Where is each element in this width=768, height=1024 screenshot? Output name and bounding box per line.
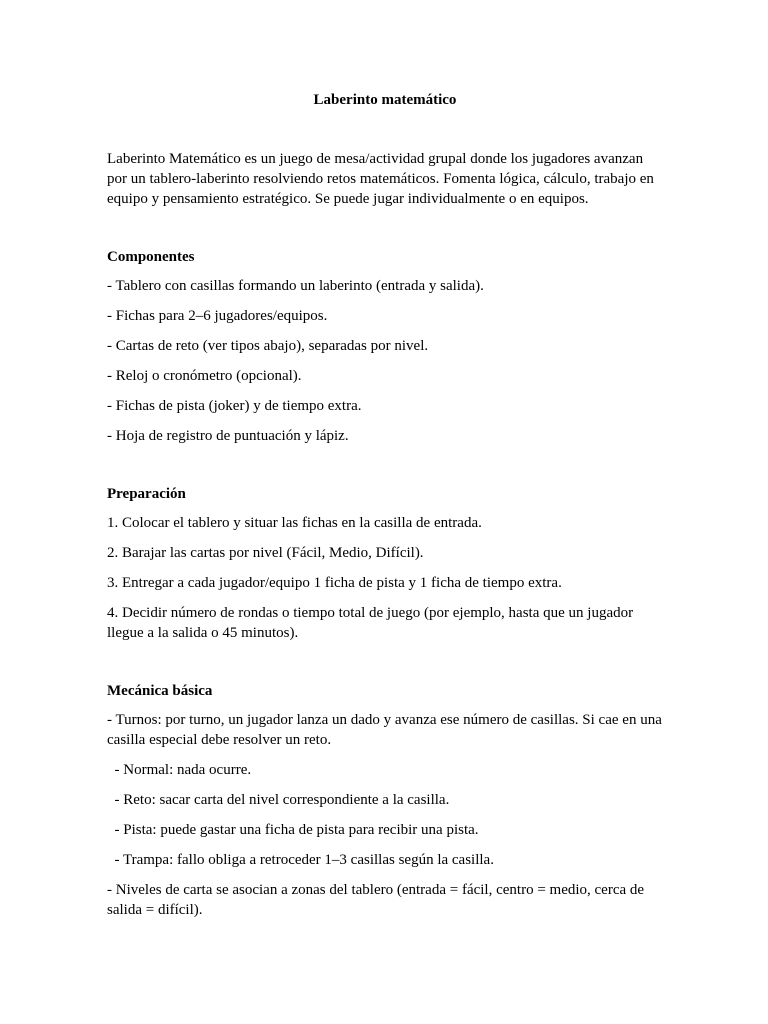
list-item: - Niveles de carta se asocian a zonas del tablero (entrada = fácil, centro = medio, cerca de salida = difícil).: [107, 882, 645, 918]
list-item: 3. Entregar a cada jugador/equipo 1 ficha de pista y 1 ficha de tiempo extra.: [107, 575, 562, 591]
list-item: - Tablero con casillas formando un laberinto (entrada y salida).: [107, 278, 484, 294]
list-item: - Hoja de registro de puntuación y lápiz.: [107, 428, 349, 444]
list-item: 1. Colocar el tablero y situar las fichas en la casilla de entrada.: [107, 515, 482, 531]
list-item: - Normal: nada ocurre.: [107, 762, 252, 778]
list-item: - Turnos: por turno, un jugador lanza un dado y avanza ese número de casillas. Si cae en una casilla especial debe resolver un reto.: [107, 712, 662, 748]
list-item: - Trampa: fallo obliga a retroceder 1–3 casillas según la casilla.: [107, 852, 494, 868]
list-item: - Cartas de reto (ver tipos abajo), separadas por nivel.: [107, 338, 429, 354]
list-item: - Reloj o cronómetro (opcional).: [107, 368, 302, 384]
document-page: [107, 90, 663, 920]
heading-mecanica-basica: Mecánica básica: [107, 683, 213, 699]
heading-preparacion: Preparación: [107, 486, 186, 502]
list-item: - Fichas para 2–6 jugadores/equipos.: [107, 308, 328, 324]
intro-paragraph: Laberinto Matemático es un juego de mesa/actividad grupal donde los jugadores avanzan por un tablero-laberinto resolviendo retos matemáticos. Fomenta lógica, cálculo, trabajo en equipo y pensamiento estratégico. Se puede jugar individualmente o en equipos.: [107, 151, 654, 207]
document-title: Laberinto matemático: [313, 92, 457, 108]
list-item: - Pista: puede gastar una ficha de pista para recibir una pista.: [107, 822, 479, 838]
heading-componentes: Componentes: [107, 249, 195, 265]
list-item: - Fichas de pista (joker) y de tiempo extra.: [107, 398, 362, 414]
list-item: - Reto: sacar carta del nivel correspondiente a la casilla.: [107, 792, 450, 808]
list-item: 2. Barajar las cartas por nivel (Fácil, Medio, Difícil).: [107, 545, 424, 561]
list-item: 4. Decidir número de rondas o tiempo total de juego (por ejemplo, hasta que un jugador llegue a la salida o 45 minutos).: [107, 605, 634, 641]
